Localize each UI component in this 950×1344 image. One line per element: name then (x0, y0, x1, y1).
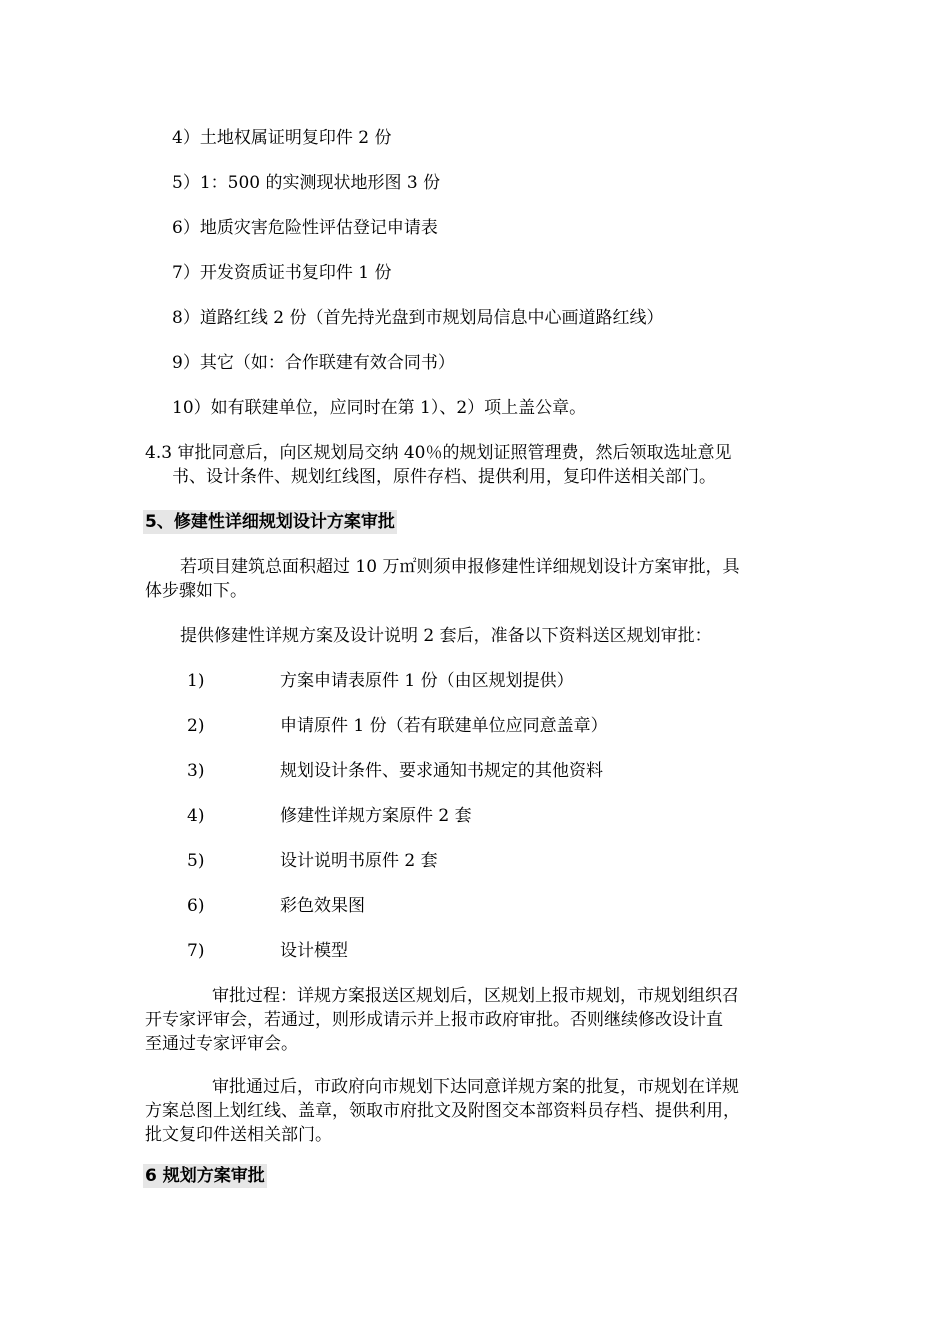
item-number: 7) (187, 941, 205, 961)
item-text: 彩色效果图 (280, 896, 365, 916)
paragraph-line: 至通过专家评审会。 (145, 1034, 298, 1054)
list-item: 4）土地权属证明复印件 2 份 (172, 128, 392, 148)
item-number: 2) (187, 716, 205, 736)
paragraph-line: 提供修建性详规方案及设计说明 2 套后，准备以下资料送区规划审批： (180, 626, 712, 646)
item-text: 设计模型 (280, 941, 348, 961)
paragraph-line: 书、设计条件、规划红线图，原件存档、提供利用，复印件送相关部门。 (172, 467, 716, 487)
item-text: 方案申请表原件 1 份（由区规划提供） (280, 671, 574, 691)
item-text: 申请原件 1 份（若有联建单位应同意盖章） (280, 716, 608, 736)
paragraph-line: 若项目建筑总面积超过 10 万㎡则须申报修建性详细规划设计方案审批，具 (180, 557, 740, 577)
paragraph-line: 批文复印件送相关部门。 (145, 1125, 332, 1145)
list-item: 10）如有联建单位，应同时在第 1）、2）项上盖公章。 (172, 398, 587, 418)
list-item: 8）道路红线 2 份（首先持光盘到市规划局信息中心画道路红线） (172, 308, 664, 328)
list-item: 5）1：500 的实测现状地形图 3 份 (172, 173, 441, 193)
paragraph-line: 审批通过后，市政府向市规划下达同意详规方案的批复，市规划在详规 (212, 1077, 739, 1097)
item-number: 6) (187, 896, 205, 916)
paragraph-line: 方案总图上划红线、盖章，领取市府批文及附图交本部资料员存档、提供利用， (145, 1101, 740, 1121)
item-text: 设计说明书原件 2 套 (280, 851, 438, 871)
item-text: 修建性详规方案原件 2 套 (280, 806, 472, 826)
paragraph-line: 4.3 审批同意后，向区规划局交纳 40％的规划证照管理费，然后领取选址意见 (145, 443, 732, 463)
list-item: 6）地质灾害危险性评估登记申请表 (172, 218, 438, 238)
section-heading: 6 规划方案审批 (145, 1166, 265, 1186)
section-heading: 5、修建性详细规划设计方案审批 (145, 512, 395, 532)
item-text: 规划设计条件、要求通知书规定的其他资料 (280, 761, 603, 781)
paragraph-line: 审批过程：详规方案报送区规划后，区规划上报市规划，市规划组织召 (212, 986, 739, 1006)
item-number: 3) (187, 761, 205, 781)
item-number: 5) (187, 851, 205, 871)
paragraph-line: 体步骤如下。 (145, 581, 247, 601)
list-item: 7）开发资质证书复印件 1 份 (172, 263, 392, 283)
item-number: 1) (187, 671, 205, 691)
paragraph-line: 开专家评审会，若通过，则形成请示并上报市政府审批。否则继续修改设计直 (145, 1010, 723, 1030)
list-item: 9）其它（如：合作联建有效合同书） (172, 353, 455, 373)
item-number: 4) (187, 806, 205, 826)
